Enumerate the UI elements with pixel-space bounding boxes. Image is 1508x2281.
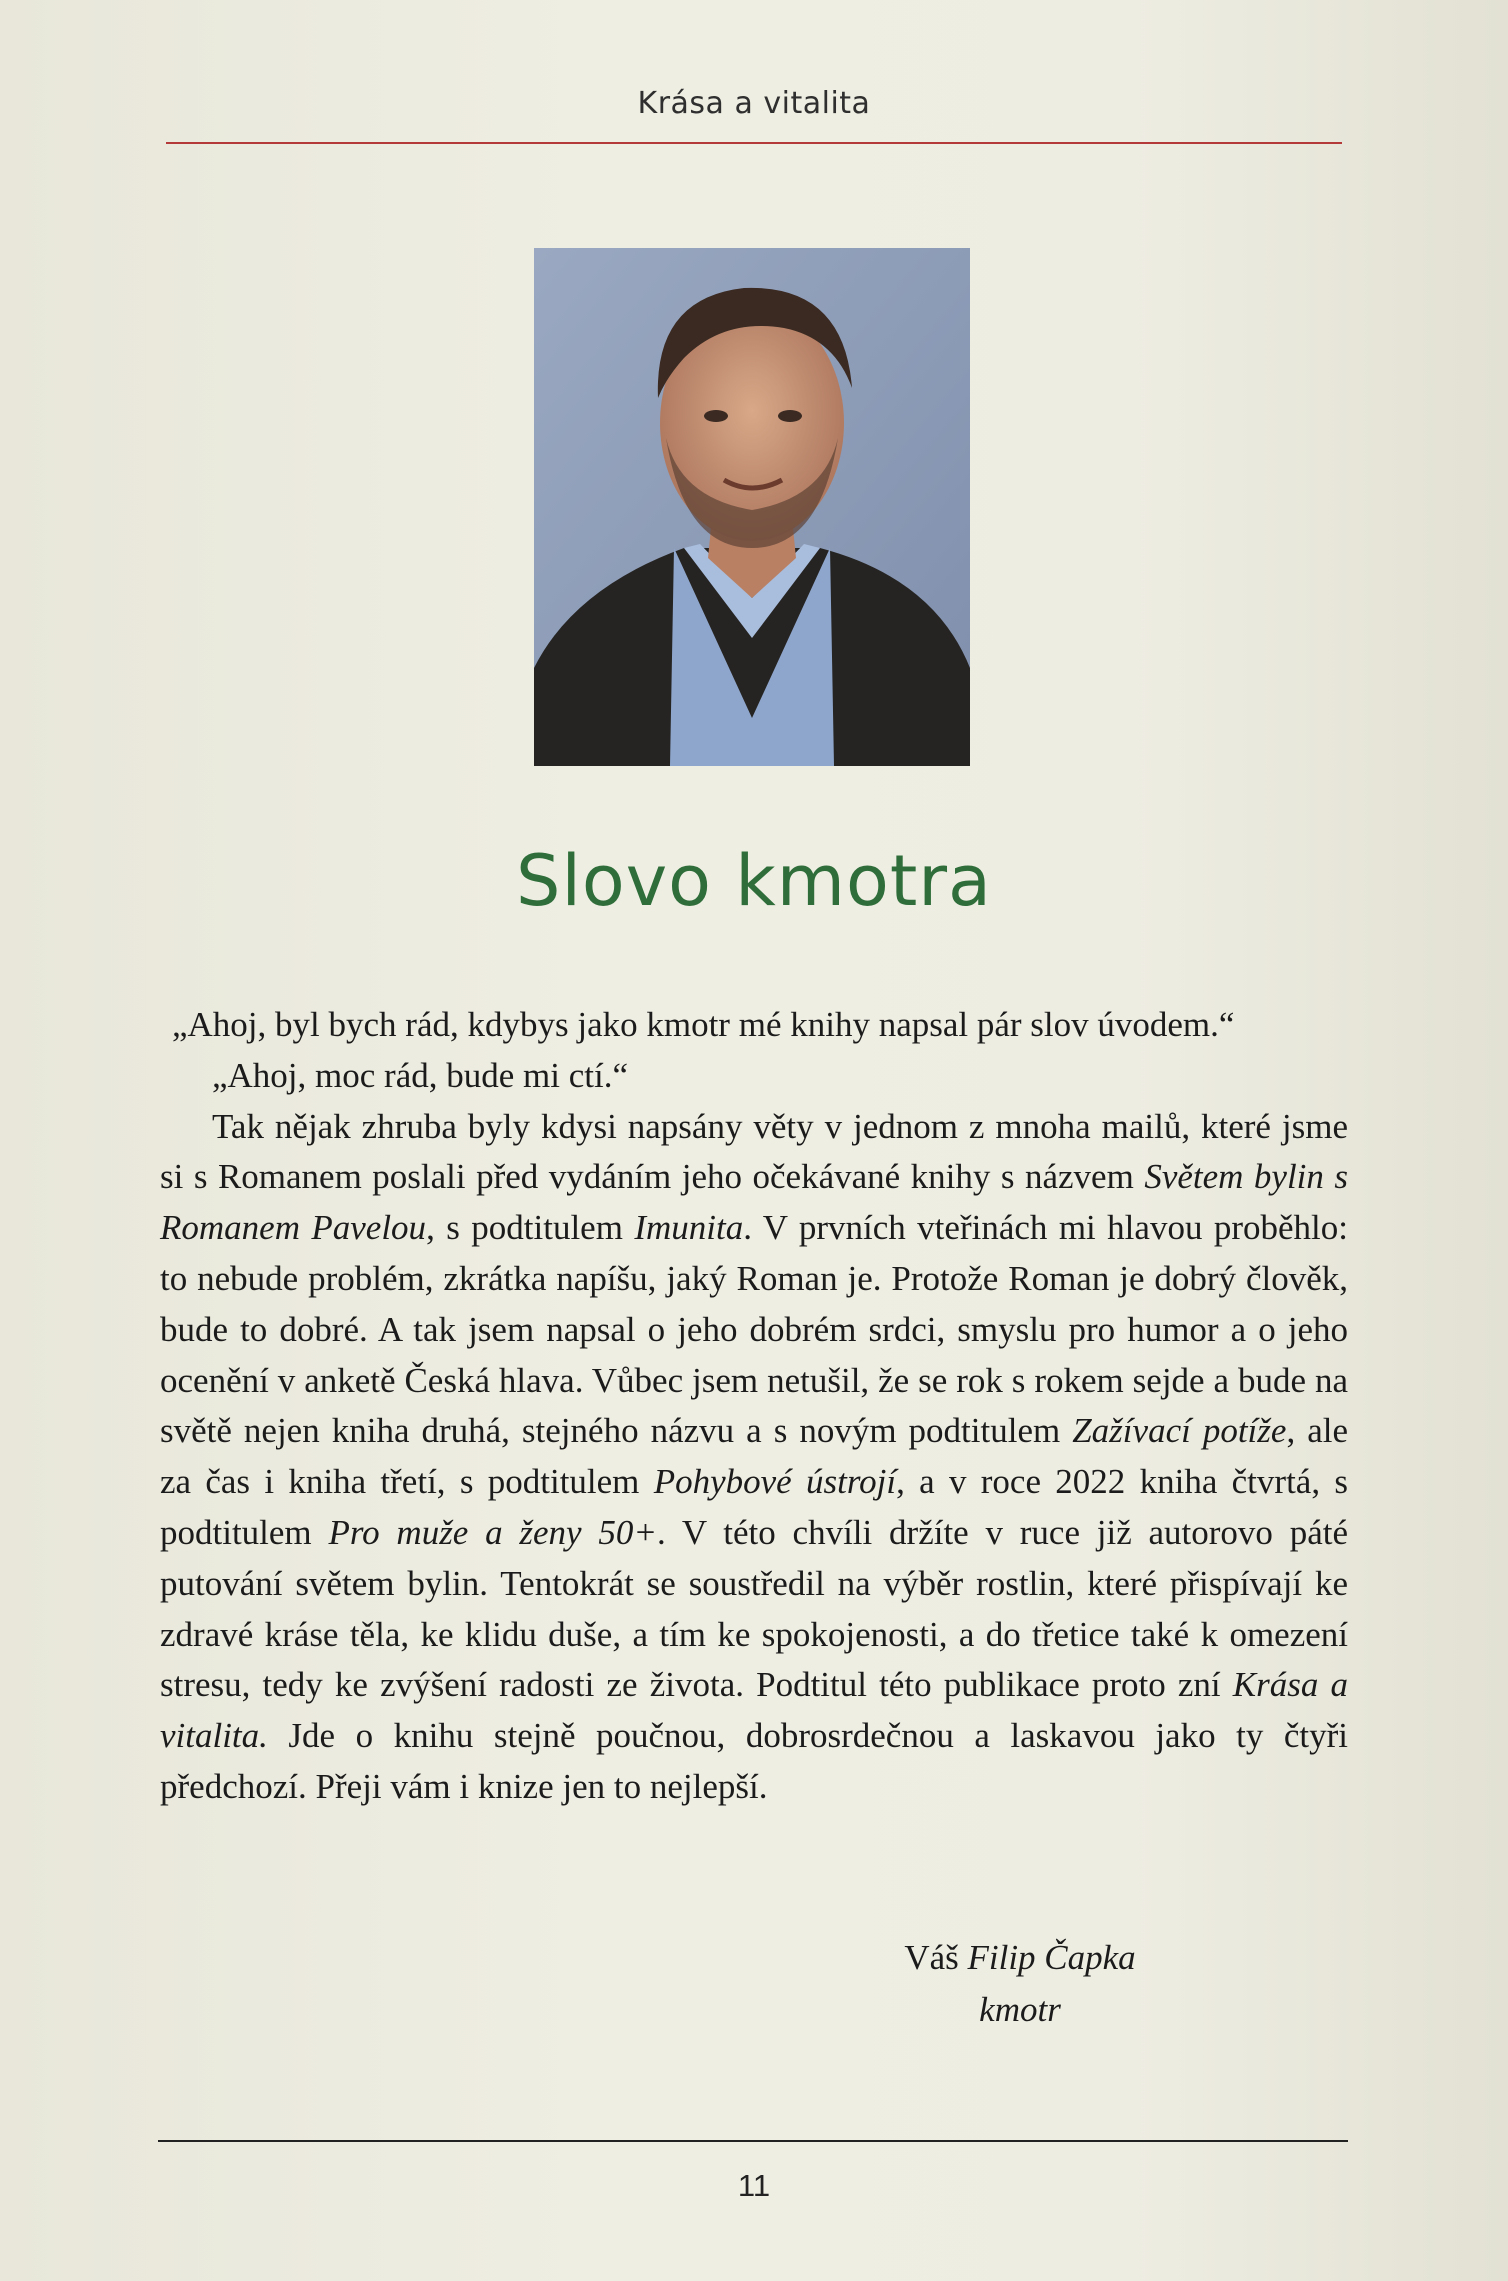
- signature: [870, 1932, 1170, 2036]
- portrait-photo: [534, 248, 970, 766]
- portrait-photo-icon: [534, 248, 970, 766]
- paragraph-reply: „Ahoj, moc rád, bude mi ctí.“: [212, 1055, 628, 1095]
- signature-name: Filip Čapka: [967, 1938, 1136, 1977]
- text-run: , s podtitulem: [426, 1208, 635, 1248]
- paragraph-request: „Ahoj, byl bych rád, kdybys jako kmotr mé knihy napsal pár slov úvodem.“: [172, 1005, 1235, 1044]
- footer-rule: [158, 2140, 1348, 2142]
- paragraph-main: [160, 1102, 1348, 1813]
- text-run: . V této chvíli držíte v ruce již autorovo páté putování světem bylin. Tentokrát se soustředil na výběr rostlin, které přispívají ke zdravé kráse těla, ke klidu duše, a tím ke spokojenosti, a do třetice také k omezení stresu, tedy ke zvýšení radosti ze života. Podtitul této publikace proto zní: [160, 1512, 1348, 1705]
- signature-greeting: Váš: [904, 1938, 959, 1977]
- text-run: , a v roce 2022 kniha čtvrtá, s podtitulem: [160, 1462, 1348, 1552]
- signature-role: kmotr: [979, 1990, 1061, 2029]
- subtitle-italic: Imunita: [634, 1208, 744, 1248]
- signature-line: [870, 1932, 1170, 1984]
- text-run: Jde o knihu stejně poučnou, dobrosrdečnou a laskavou jako ty čtyři předchozí. Přeji vám i knize jen to nejlepší.: [160, 1716, 1348, 1806]
- page-number: 11: [737, 2168, 771, 2203]
- subtitle-italic: Pohybové ústrojí: [653, 1462, 897, 1502]
- chapter-title: Slovo kmotra: [516, 840, 992, 922]
- signature-role-line: [870, 1984, 1170, 2036]
- header-rule: [166, 142, 1342, 144]
- body-text: [160, 1000, 1348, 1813]
- book-title-italic: Světem bylin s Romanem Pavelou: [160, 1157, 1348, 1248]
- running-head: Krása a vitalita: [637, 86, 871, 121]
- text-run: , ale za čas i kniha třetí, s podtitulem: [160, 1411, 1348, 1502]
- subtitle-italic: Pro muže a ženy 50+: [328, 1512, 657, 1552]
- subtitle-italic: Krása a vitalita.: [160, 1665, 1348, 1756]
- text-run: . V prvních vteřinách mi hlavou proběhlo: to nebude problém, zkrátka napíšu, jaký Roman je. Protože Roman je dobrý člověk, bude to dobré. A tak jsem napsal o jeho dobrém srdci, smyslu pro humor a o jeho ocenění v anketě Česká hlava. Vůbec jsem netušil, že se rok s rokem sejde a bude na světě nejen kniha druhá, stejného názvu a s novým podtitulem: [160, 1208, 1348, 1451]
- text-run: Tak nějak zhruba byly kdysi napsány věty v jednom z mnoha mailů, které jsme si s Romanem poslali před vydáním jeho očekávané knihy s názvem: [160, 1106, 1348, 1197]
- subtitle-italic: Zažívací potíže: [1072, 1411, 1287, 1451]
